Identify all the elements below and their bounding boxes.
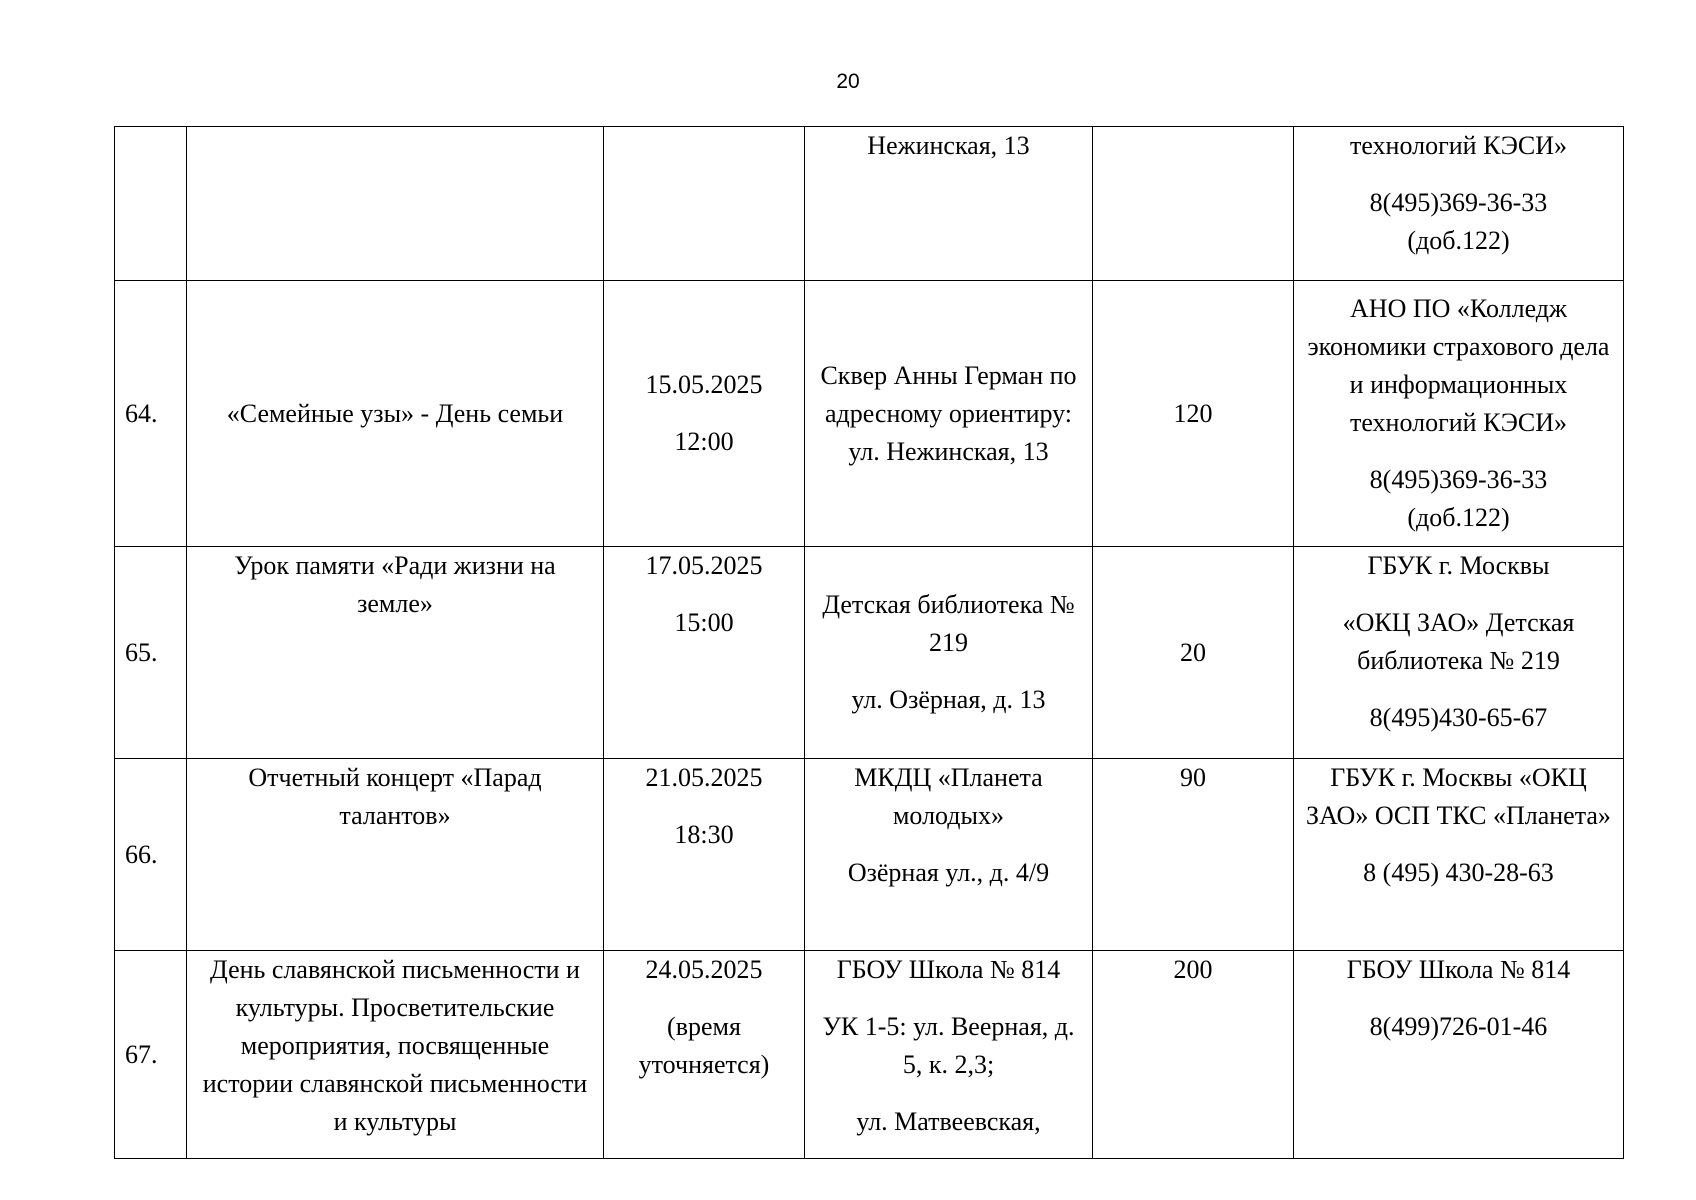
organizer-phone: 8 (495) 430-28-63 (1363, 858, 1554, 887)
cell-number: 66. (115, 759, 187, 951)
time-line: 12:00 (674, 427, 734, 456)
table-row-65 (115, 547, 1624, 759)
time-line: 18:30 (674, 820, 734, 849)
date-line: 21.05.2025 (645, 763, 763, 792)
cell-organizer (1294, 281, 1624, 547)
cell-organizer (1294, 547, 1624, 759)
cell-number: 64. (115, 281, 187, 547)
organizer-phone: 8(499)726-01-46 (1369, 1012, 1548, 1041)
page-number: 20 (836, 70, 860, 93)
cell-date (604, 547, 805, 759)
organizer-line: ГБУК г. Москвы (1367, 551, 1550, 580)
place-line: Детская библиотека № 219 (822, 590, 1075, 657)
organizer-line: ГБУК г. Москвы «ОКЦ ЗАО» ОСП ТКС «Планета» (1306, 763, 1611, 830)
cell-date (604, 281, 805, 547)
table-row-64 (115, 281, 1624, 547)
cell-title: Урок памяти «Ради жизни на земле» (187, 547, 604, 759)
cell-title: «Семейные узы» - День семьи (187, 281, 604, 547)
cell-attendance: 120 (1093, 281, 1294, 547)
cell-attendance (1093, 127, 1294, 281)
cell-organizer (1294, 951, 1624, 1159)
table-row-66 (115, 759, 1624, 951)
place-line: Сквер Анны Герман по адресному ориентиру: ул. Нежинская, 13 (820, 360, 1077, 466)
cell-attendance: 200 (1093, 951, 1294, 1159)
cell-attendance: 20 (1093, 547, 1294, 759)
cell-number: 65. (115, 547, 187, 759)
cell-organizer (1294, 759, 1624, 951)
cell-place (805, 759, 1093, 951)
time-line: (время уточняется) (638, 1012, 770, 1079)
place-line: УК 1-5: ул. Веерная, д. 5, к. 2,3; (822, 1012, 1075, 1079)
date-line: 17.05.2025 (645, 551, 763, 580)
cell-place (805, 547, 1093, 759)
place-line: МКДЦ «Планета молодых» (854, 763, 1043, 830)
cell-date (604, 759, 805, 951)
organizer-phone: 8(495)369-36-33 (доб.122) (1369, 188, 1548, 255)
cell-date (604, 951, 805, 1159)
cell-attendance: 90 (1093, 759, 1294, 951)
cell-title: Отчетный концерт «Парад талантов» (187, 759, 604, 951)
cell-place (805, 951, 1093, 1159)
place-line: ул. Озёрная, д. 13 (851, 685, 1046, 714)
cell-place (805, 281, 1093, 547)
place-line: ГБОУ Школа № 814 (836, 955, 1061, 984)
time-line: 15:00 (674, 608, 734, 637)
table-row-continuation (115, 127, 1624, 281)
cell-organizer (1294, 127, 1624, 281)
place-line: Озёрная ул., д. 4/9 (847, 858, 1050, 887)
organizer-line: «ОКЦ ЗАО» Детская библиотека № 219 (1342, 608, 1575, 675)
organizer-phone: 8(495)430-65-67 (1369, 703, 1548, 732)
organizer-line: ГБОУ Школа № 814 (1346, 955, 1571, 984)
cell-number: 67. (115, 951, 187, 1159)
place-line: Нежинская, 13 (867, 131, 1030, 160)
date-line: 24.05.2025 (645, 955, 763, 984)
cell-title (187, 127, 604, 281)
events-table (114, 126, 1624, 1159)
cell-place (805, 127, 1093, 281)
cell-number (115, 127, 187, 281)
place-line: ул. Матвеевская, (856, 1107, 1041, 1136)
date-line: 15.05.2025 (645, 370, 763, 399)
table-row-67 (115, 951, 1624, 1159)
organizer-phone: 8(495)369-36-33 (доб.122) (1369, 465, 1548, 532)
cell-title: День славянской письменности и культуры. Просветительские мероприятия, посвященные истории славянской письменности и культуры (187, 951, 604, 1159)
organizer-line: АНО ПО «Колледж экономики страхового дела и информационных технологий КЭСИ» (1307, 294, 1610, 437)
cell-date (604, 127, 805, 281)
organizer-line: технологий КЭСИ» (1349, 131, 1568, 160)
